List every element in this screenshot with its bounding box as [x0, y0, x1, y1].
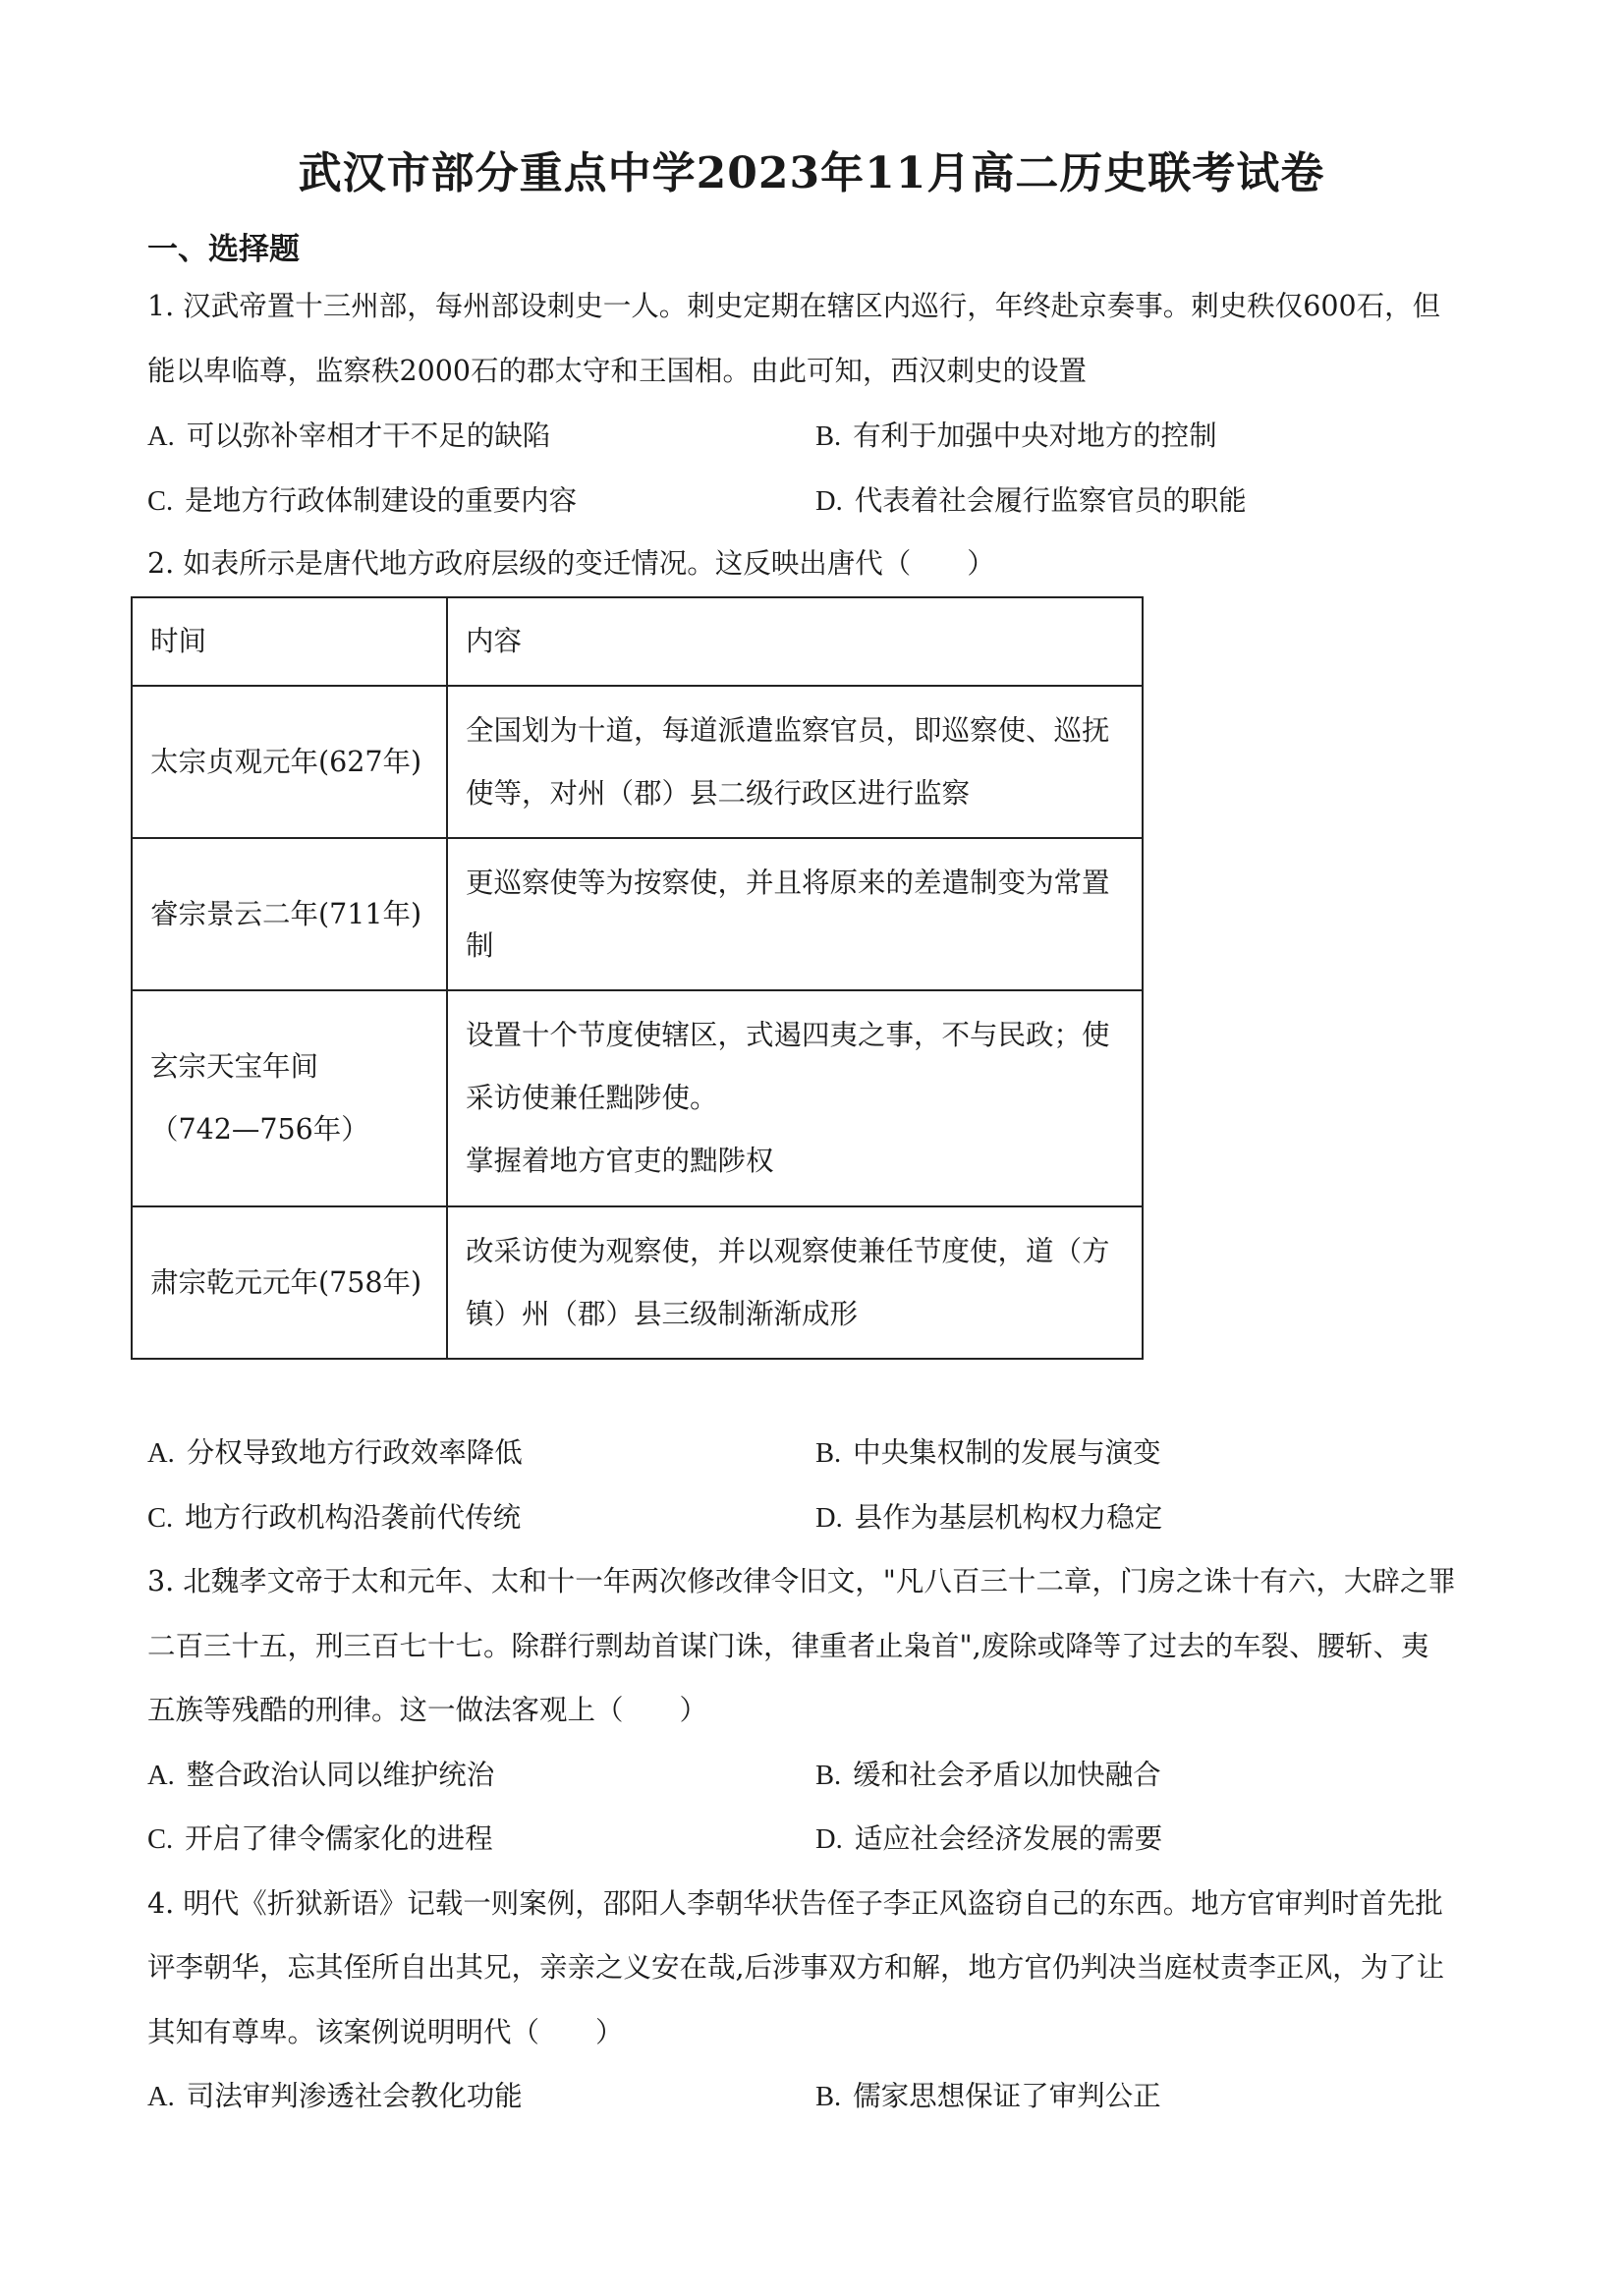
exam-title: 武汉市部分重点中学2023年11月高二历史联考试卷	[298, 148, 1325, 198]
tang-admin-table	[131, 596, 1144, 1360]
option-text: 县作为基层机构权力稳定	[854, 1501, 1163, 1534]
question-4-option-a[interactable]	[147, 2080, 523, 2112]
question-4-line-2: 评李朝华，忘其侄所自出其兄，亲亲之义安在哉,后涉事双方和解，地方官仍判决当庭杖责李正风，为了让	[147, 1951, 1445, 1984]
question-2-option-b[interactable]	[815, 1436, 1161, 1469]
table-row	[132, 990, 1143, 1206]
option-text: 儒家思想保证了审判公正	[853, 2080, 1161, 2112]
question-2-stem: 2. 如表所示是唐代地方政府层级的变迁情况。这反映出唐代（ ）	[147, 547, 995, 580]
table-cell-time	[132, 1206, 447, 1359]
table-row	[132, 686, 1143, 838]
table-cell-time	[132, 686, 447, 838]
option-text: 适应社会经济发展的需要	[854, 1822, 1163, 1855]
option-letter: B.	[815, 421, 842, 452]
option-text: 可以弥补宰相才干不足的缺陷	[186, 420, 551, 452]
question-1-line-2: 能以卑临尊，监察秩2000石的郡太守和王国相。由此可知，西汉刺史的设置	[147, 355, 1088, 387]
table-header-time: 时间	[132, 597, 447, 686]
option-letter: D.	[815, 486, 843, 517]
question-3-line-2: 二百三十五，刑三百七十七。除群行剽劫首谋门诛，律重者止枭首",废除或降等了过去的车裂、腰斩、夷	[147, 1630, 1429, 1662]
cell-line: 镇）州（郡）县三级制渐渐成形	[466, 1297, 859, 1330]
question-4-option-b[interactable]	[815, 2080, 1161, 2112]
table-cell-time	[132, 990, 447, 1206]
option-text: 是地方行政体制建设的重要内容	[185, 484, 578, 517]
option-letter: A.	[147, 2082, 175, 2112]
section-heading: 一、选择题	[147, 232, 300, 267]
option-text: 中央集权制的发展与演变	[853, 1436, 1161, 1469]
cell-line: 制	[466, 928, 494, 962]
question-4-line-3: 其知有尊卑。该案例说明明代（ ）	[147, 2016, 624, 2048]
table-cell-time	[132, 838, 447, 990]
cell-line: （742—756年）	[150, 1113, 369, 1146]
option-text: 开启了律令儒家化的进程	[185, 1822, 493, 1855]
table-cell-content	[447, 1206, 1143, 1359]
option-letter: B.	[815, 1761, 842, 1791]
question-1-option-a[interactable]	[147, 422, 550, 452]
table-header-row	[132, 597, 1143, 686]
question-4-line-1: 4. 明代《折狱新语》记载一则案例，邵阳人李朝华状告侄子李正风盗窃自己的东西。地方官审判时首先批	[147, 1887, 1443, 1920]
question-3-line-3: 五族等残酷的刑律。这一做法客观上（ ）	[147, 1694, 708, 1726]
table-cell-content	[447, 686, 1143, 838]
cell-line: 睿宗景云二年(711年)	[150, 897, 422, 930]
cell-line: 使等，对州（郡）县二级行政区进行监察	[466, 776, 971, 810]
option-letter: B.	[815, 2082, 842, 2112]
question-2-option-a[interactable]	[147, 1436, 523, 1469]
option-letter: C.	[147, 1824, 174, 1855]
option-letter: C.	[147, 486, 174, 517]
question-1-option-d[interactable]	[815, 484, 1247, 517]
option-letter: D.	[815, 1503, 843, 1534]
cell-line: 改采访使为观察使，并以观察使兼任节度使，道（方	[466, 1234, 1110, 1267]
cell-line: 设置十个节度使辖区，式遏四夷之事，不与民政；使	[466, 1019, 1110, 1051]
option-letter: A.	[147, 421, 175, 452]
question-3-option-b[interactable]	[815, 1759, 1161, 1791]
option-letter: A.	[147, 1761, 175, 1791]
cell-line: 太宗贞观元年(627年)	[150, 745, 422, 778]
table-cell-content	[447, 838, 1143, 990]
cell-line: 全国划为十道，每道派遣监察官员，即巡察使、巡抚	[466, 713, 1110, 747]
option-text: 司法审判渗透社会教化功能	[186, 2080, 523, 2112]
question-3-option-d[interactable]	[815, 1822, 1163, 1855]
table-cell-content	[447, 990, 1143, 1206]
question-2-option-d[interactable]	[815, 1501, 1163, 1534]
option-letter: B.	[815, 1438, 842, 1469]
option-text: 分权导致地方行政效率降低	[186, 1436, 523, 1469]
option-text: 有利于加强中央对地方的控制	[853, 420, 1217, 452]
cell-line: 玄宗天宝年间	[150, 1050, 319, 1083]
table-row	[132, 1206, 1143, 1359]
option-text: 缓和社会矛盾以加快融合	[853, 1759, 1161, 1791]
question-1-line-1: 1. 汉武帝置十三州部，每州部设刺史一人。刺史定期在辖区内巡行，年终赴京奏事。刺史秩仅600石，但	[147, 290, 1441, 322]
question-1-option-b[interactable]	[815, 422, 1217, 452]
table-row	[132, 838, 1143, 990]
cell-line: 更巡察使等为按察使，并且将原来的差遣制变为常置	[466, 866, 1110, 899]
table-header-content: 内容	[447, 597, 1143, 686]
question-3-option-c[interactable]	[147, 1822, 493, 1855]
option-letter: A.	[147, 1438, 175, 1469]
cell-line: 采访使兼任黜陟使。	[466, 1082, 718, 1114]
option-text: 地方行政机构沿袭前代传统	[185, 1501, 522, 1534]
option-letter: C.	[147, 1503, 174, 1534]
question-3-option-a[interactable]	[147, 1759, 495, 1791]
question-1-option-c[interactable]	[147, 484, 578, 517]
option-text: 整合政治认同以维护统治	[186, 1759, 495, 1791]
question-3-line-1: 3. 北魏孝文帝于太和元年、太和十一年两次修改律令旧文，"凡八百三十二章，门房之诛十有六，大辟之罪	[147, 1565, 1456, 1597]
cell-line: 肃宗乾元元年(758年)	[150, 1265, 422, 1299]
question-2-option-c[interactable]	[147, 1501, 522, 1534]
option-letter: D.	[815, 1824, 843, 1855]
cell-line: 掌握着地方官吏的黜陟权	[466, 1145, 774, 1177]
option-text: 代表着社会履行监察官员的职能	[854, 484, 1247, 517]
